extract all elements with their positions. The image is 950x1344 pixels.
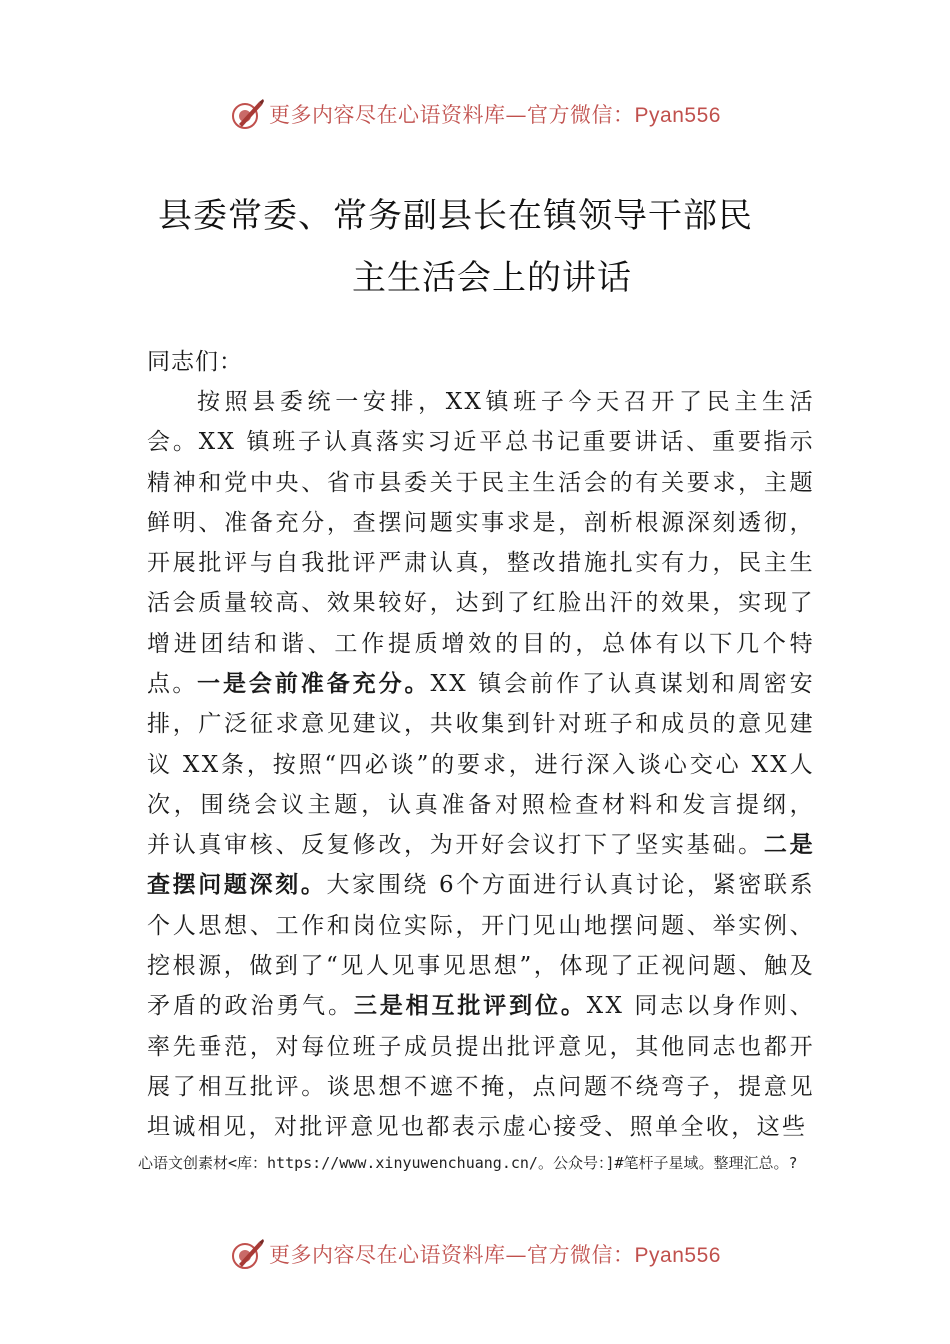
footer-banner-text: 更多内容尽在心语资料库—官方微信：Pyan556 xyxy=(269,1243,721,1267)
paragraph-2 xyxy=(147,664,815,1148)
header-banner-text: 更多内容尽在心语资料库—官方微信：Pyan556 xyxy=(269,103,721,127)
header-banner xyxy=(0,94,950,134)
point-heading-3: 三是相互批评到位。 xyxy=(353,992,587,1020)
point-heading-2: 二是查摆问题深刻。 xyxy=(147,831,815,899)
point-heading-1: 一是会前准备充分。 xyxy=(197,670,431,697)
document-title-line-2: 主生活会上的讲话 xyxy=(352,258,632,298)
point-text-3: XX 同志以身作则、率先垂范，对每位班子成员提出批评意见，其他同志也都开展了相互批评。谈思想不遮不掩，点问题不绕弯子，提意见坦诚相见，对批评意见也都表示虚心接受、照单全收，这些 xyxy=(147,993,816,1141)
document-title-line-1: 县委常委、常务副县长在镇领导干部民 xyxy=(158,196,753,236)
source-note: 心语文创素材<库：https://www.xinyuwenchuang.cn/。公众号：]#笔杆子星域。整理汇总。? xyxy=(138,1154,798,1172)
paragraph-1: 按照县委统一安排，XX镇班子今天召开了民主生活会。XX 镇班子认真落实习近平总书记重要讲话、重要指示精神和党中央、省市县委关于民主生活会的有关要求，主题鲜明、准备充分，查摆问题实事求是，剖析根源深刻透彻，开展批评与自我批评严肃认真，整改措施扎实有力，民主生活会质量较高、效果较好，达到了红脸出汗的效果，实现了增进团结和谐、工作提质增效的目的，总体有以下几个特点。 xyxy=(147,389,815,698)
salutation: 同志们： xyxy=(147,349,243,375)
footer-banner xyxy=(0,1234,950,1274)
red-fountain-pen-logo-icon xyxy=(229,96,265,132)
red-fountain-pen-logo-icon xyxy=(229,1236,265,1272)
point-text-1: XX 镇会前作了认真谋划和周密安排，广泛征求意见建议，共收集到针对班子和成员的意见建议 XX条，按照“四必谈”的要求，进行深入谈心交心 XX人次，围绕会议主题，认真准备对照检查材料和发言提纲， 并认真审核、反复修改，为开好会议打下了坚实基础。 xyxy=(147,671,815,859)
point-text-2: 大家围绕 6个方面进行认真讨论，紧密联系个人思想、工作和岗位实际，开门见山地摆问题、举实例、 挖根源，做到了“见人见事见思想”，体现了正视问题、触及矛盾的政治勇气。 xyxy=(147,872,815,1020)
